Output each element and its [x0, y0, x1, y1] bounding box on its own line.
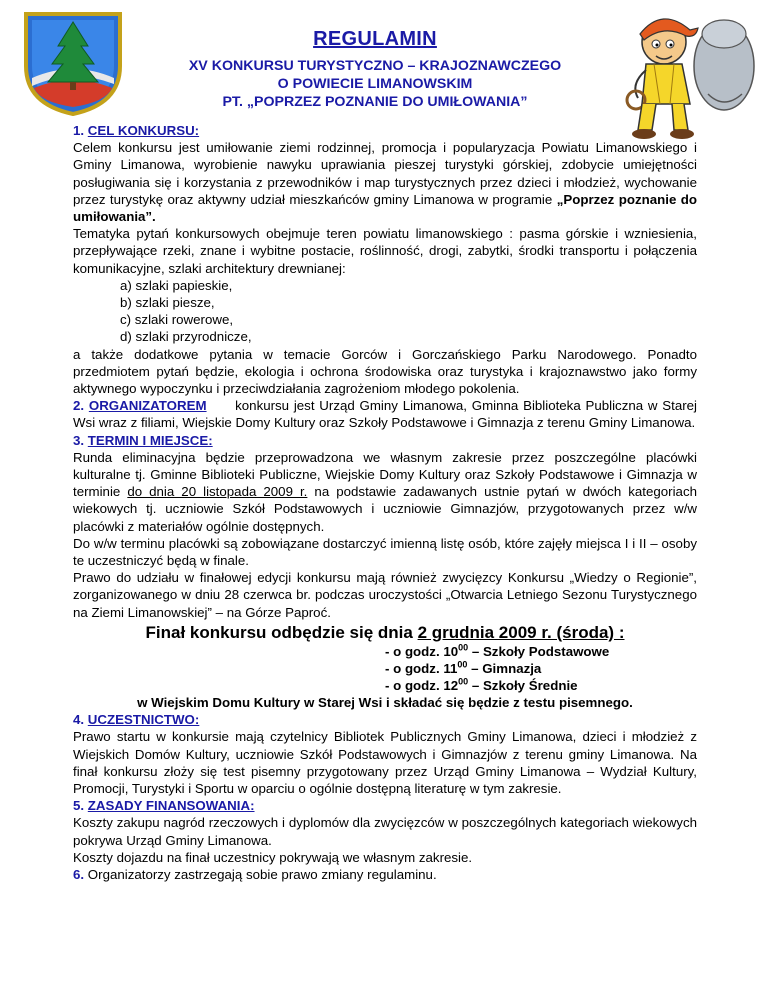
section-1-topics: Tematyka pytań konkursowych obejmuje teren powiatu limanowskiego : pasma górskie i wzniesienia, przepływające rzeki, znane i wybitne postacie, roślinność, drogi, zabytki, środki transportu i połączenia komunikacyjne, szlaki architektury drewnianej: [73, 226, 697, 276]
schedule-row: - o godz. $10^{00}$ – Szkoły Podstawowe [385, 642, 610, 659]
list-item: b) szlaki piesze, [120, 295, 215, 311]
section-5-heading: 5. ZASADY FINANSOWANIA: [73, 798, 255, 814]
schedule-row: - o godz. $11^{00}$ – Gimnazja [385, 659, 542, 676]
subtitle-line-2: O POWIECIE LIMANOWSKIM [277, 76, 473, 92]
section-3-paragraph-3: Prawo do udziału w finałowej edycji konkursu mają również zwycięzcy Konkursu „Wiedzy o Regionie”, zorganizowanego w dniu 28 czerwca br. podczas uroczystości „Otwarcia Letniego Sezonu Turystycznego na Ziemi Limanowskiej” – na Górze Paproć. [73, 570, 697, 620]
section-1-heading: 1. CEL KONKURSU: [73, 123, 200, 138]
section-3-heading: 3. TERMIN I MIEJSCE: [73, 432, 213, 448]
list-item: d) szlaki przyrodnicze, [120, 329, 252, 345]
section-4-heading: 4. UCZESTNICTWO: [73, 712, 200, 728]
section-5-paragraph-1: Koszty zakupu nagród rzeczowych i dyplomów dla zwycięzców w poszczególnych kategoriach wiekowych pokrywa Urząd Gminy Limanowa. [73, 815, 697, 848]
document-header [140, 28, 610, 111]
subtitle-line-1: XV KONKURSU TURYSTYCZNO – KRAJOZNAWCZEGO [188, 58, 562, 74]
coat-of-arms-logo [18, 8, 128, 118]
section-2-paragraph: 2. ORGANIZATOREM konkursu jest Urząd Gminy Limanowa, Gminna Biblioteka Publiczna w Starej Wsi wraz z filiami, Wiejskie Domy Kultury oraz Szkoły Podstawowe i Gimnazja z terenu Gminy Limanowa. [73, 398, 697, 431]
document-body [73, 122, 697, 883]
section-4-paragraph: Prawo startu w konkursie mają czytelnicy Bibliotek Publicznych Gminy Limanowa, dzieci i młodzież z Wiejskich Domów Kultury, uczniowie Szkół Podstawowych i Gimnazjów z terenu gminy Limanowa. Na finał konkursu złoży się test pisemny przygotowany przez Urząd Gminy Limanowa – Wydział Kultury, Promocji, Turystyki i Sportu w oparciu o ogólnie dostępną literaturę w tym zakresie. [73, 729, 697, 796]
subtitle-line-3: PT. „POPRZEZ POZNANIE DO UMIŁOWANIA” [222, 94, 528, 110]
section-5-paragraph-2: Koszty dojazdu na finał uczestnicy pokrywają we własnym zakresie. [73, 849, 473, 865]
final-location: w Wiejskim Domu Kultury w Starej Wsi i składać się będzie z testu pisemnego. [137, 694, 633, 710]
section-3-paragraph-2: Do w/w terminu placówki są zobowiązane dostarczyć imienną listę osób, które zajęły miejsca I i II – osoby te uczestniczyć będą w finale. [73, 535, 697, 569]
schedule-row: - o godz. $12^{00}$ – Szkoły Średnie [385, 676, 578, 693]
section-1-paragraph: Celem konkursu jest umiłowanie ziemi rodzinnej, promocja i popularyzacja Powiatu Limanowskiego i Gminy Limanowa, wyrobienie nawyku uprawiania pieszej turystyki górskiej, zdobycie umiejętności posługiwania się i korzystania z przewodników i map turystycznych przez dzieci i młodzież, wychowanie przez turystykę oraz aktywny udział mieszkańców gminy Limanowa w programie „Poprzez poznanie do umiłowania”. [73, 140, 697, 225]
document-title: REGULAMIN [313, 28, 437, 50]
list-item: a) szlaki papieskie, [120, 277, 233, 293]
list-item: c) szlaki rowerowe, [120, 312, 234, 328]
final-date-line: Finał konkursu odbędzie się dnia 2 grudnia 2009 r. (środa) : [145, 622, 625, 642]
section-1-extra: a także dodatkowe pytania w temacie Gorców i Gorczańskiego Parku Narodowego. Ponadto przedmiotem pytań będzie, ekologia i ochrona środowiska oraz turystyka i krajoznawstwo jako formy aktywnego wypoczynku i przeciwdziałania zagrożeniom młodego pokolenia. [73, 346, 697, 397]
section-6-paragraph: 6. Organizatorzy zastrzegają sobie prawo zmiany regulaminu. [73, 866, 437, 882]
section-3-paragraph-1: Runda eliminacyjna będzie przeprowadzona we własnym zakresie przez poszczególne placówki kulturalne tj. Gminne Biblioteki Publiczne, Wiejskie Domy Kultury oraz Szkoły Podstawowe i Gimnazja w terminie do dnia 20 listopada 2009 r. na podstawie zadawanych ustnie pytań w dwóch kategoriach wiekowych tj. uczniowie Szkół Podstawowych i uczniowie Gimnazjów, przygotowanych przez w/w placówki z materiałów ogólnie dostępnych. [73, 449, 697, 534]
